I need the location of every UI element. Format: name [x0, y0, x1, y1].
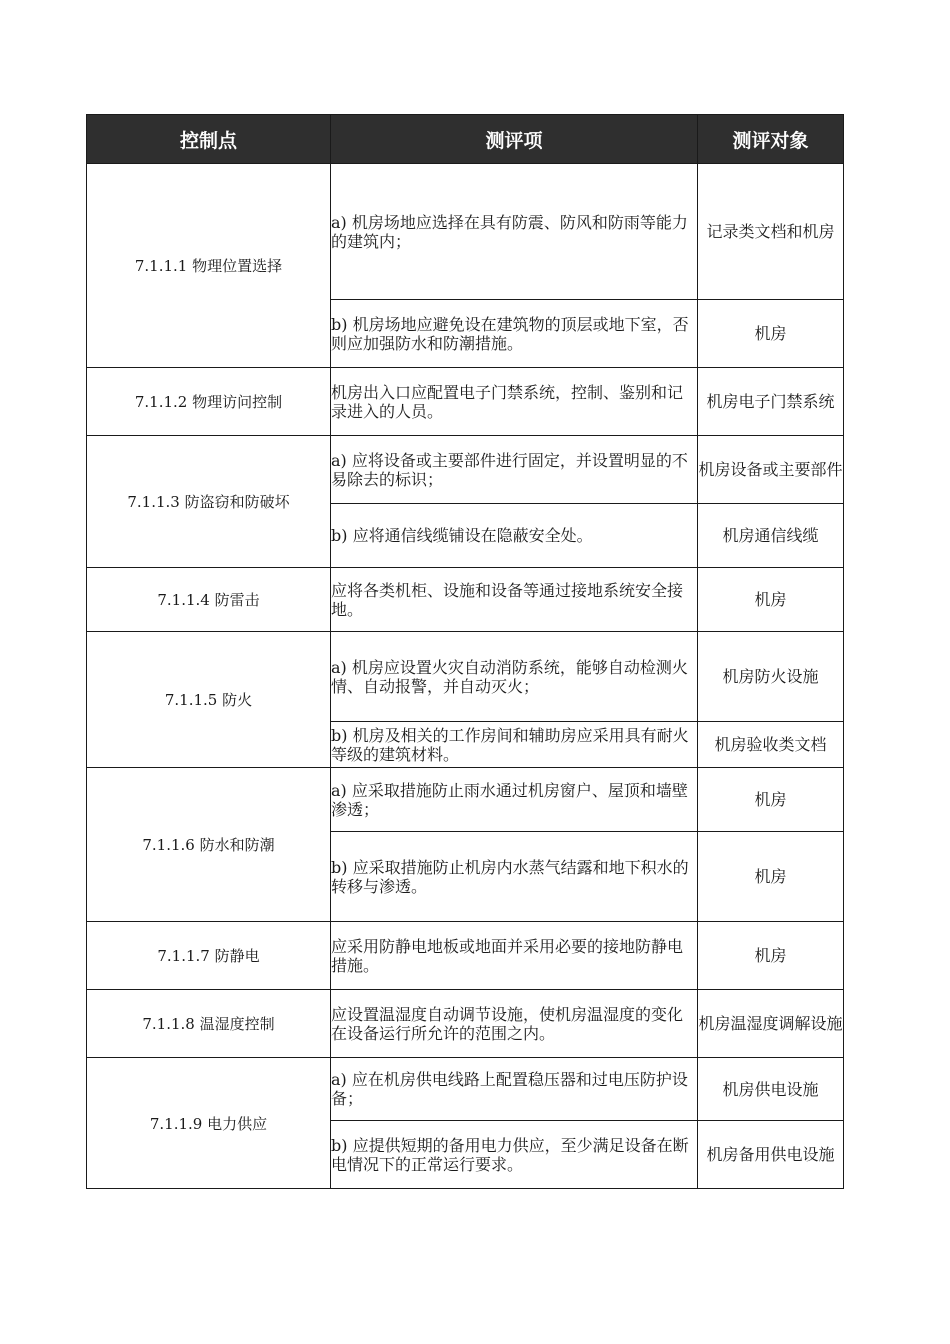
control-point-cell: 7.1.1.9 电力供应 — [87, 1058, 331, 1189]
control-point-cell: 7.1.1.7 防静电 — [87, 922, 331, 990]
evaluation-item-cell: b) 应提供短期的备用电力供应，至少满足设备在断电情况下的正常运行要求。 — [331, 1121, 698, 1189]
table-row — [87, 768, 844, 832]
evaluation-item-cell: 机房出入口应配置电子门禁系统，控制、鉴别和记录进入的人员。 — [331, 368, 698, 436]
table-row — [87, 1058, 844, 1121]
table-row — [87, 922, 844, 990]
evaluation-object-cell: 机房通信线缆 — [698, 504, 844, 568]
evaluation-table — [86, 114, 844, 1189]
table-row — [87, 164, 844, 300]
evaluation-object-cell: 记录类文档和机房 — [698, 164, 844, 300]
evaluation-object-cell: 机房设备或主要部件 — [698, 436, 844, 504]
control-point-cell: 7.1.1.5 防火 — [87, 632, 331, 768]
evaluation-object-cell: 机房供电设施 — [698, 1058, 844, 1121]
evaluation-item-cell: a) 应采取措施防止雨水通过机房窗户、屋顶和墙壁渗透； — [331, 768, 698, 832]
table-row — [87, 632, 844, 722]
evaluation-item-cell: b) 机房场地应避免设在建筑物的顶层或地下室，否则应加强防水和防潮措施。 — [331, 300, 698, 368]
evaluation-object-cell: 机房 — [698, 300, 844, 368]
evaluation-item-cell: 应将各类机柜、设施和设备等通过接地系统安全接地。 — [331, 568, 698, 632]
control-point-cell: 7.1.1.1 物理位置选择 — [87, 164, 331, 368]
evaluation-item-cell: 应设置温湿度自动调节设施，使机房温湿度的变化在设备运行所允许的范围之内。 — [331, 990, 698, 1058]
evaluation-object-cell: 机房防火设施 — [698, 632, 844, 722]
evaluation-object-cell: 机房电子门禁系统 — [698, 368, 844, 436]
evaluation-item-cell: a) 机房应设置火灾自动消防系统，能够自动检测火情、自动报警，并自动灭火； — [331, 632, 698, 722]
table-row — [87, 368, 844, 436]
evaluation-item-cell: a) 应将设备或主要部件进行固定，并设置明显的不易除去的标识； — [331, 436, 698, 504]
evaluation-object-cell: 机房 — [698, 922, 844, 990]
header-evaluation-object: 测评对象 — [698, 115, 844, 164]
header-row — [87, 115, 844, 164]
evaluation-item-cell: a) 机房场地应选择在具有防震、防风和防雨等能力的建筑内； — [331, 164, 698, 300]
table-row — [87, 990, 844, 1058]
evaluation-object-cell: 机房温湿度调解设施 — [698, 990, 844, 1058]
evaluation-item-cell: b) 应采取措施防止机房内水蒸气结露和地下积水的转移与渗透。 — [331, 832, 698, 922]
evaluation-object-cell: 机房 — [698, 832, 844, 922]
evaluation-item-cell: 应采用防静电地板或地面并采用必要的接地防静电措施。 — [331, 922, 698, 990]
control-point-cell: 7.1.1.2 物理访问控制 — [87, 368, 331, 436]
evaluation-object-cell: 机房验收类文档 — [698, 722, 844, 768]
header-evaluation-item: 测评项 — [331, 115, 698, 164]
header-control-point: 控制点 — [87, 115, 331, 164]
evaluation-object-cell: 机房备用供电设施 — [698, 1121, 844, 1189]
control-point-cell: 7.1.1.8 温湿度控制 — [87, 990, 331, 1058]
control-point-cell: 7.1.1.3 防盗窃和防破坏 — [87, 436, 331, 568]
evaluation-item-cell: a) 应在机房供电线路上配置稳压器和过电压防护设备； — [331, 1058, 698, 1121]
control-point-cell: 7.1.1.6 防水和防潮 — [87, 768, 331, 922]
evaluation-item-cell: b) 应将通信线缆铺设在隐蔽安全处。 — [331, 504, 698, 568]
evaluation-object-cell: 机房 — [698, 568, 844, 632]
table-row — [87, 568, 844, 632]
evaluation-object-cell: 机房 — [698, 768, 844, 832]
evaluation-item-cell: b) 机房及相关的工作房间和辅助房应采用具有耐火等级的建筑材料。 — [331, 722, 698, 768]
control-point-cell: 7.1.1.4 防雷击 — [87, 568, 331, 632]
table-row — [87, 436, 844, 504]
